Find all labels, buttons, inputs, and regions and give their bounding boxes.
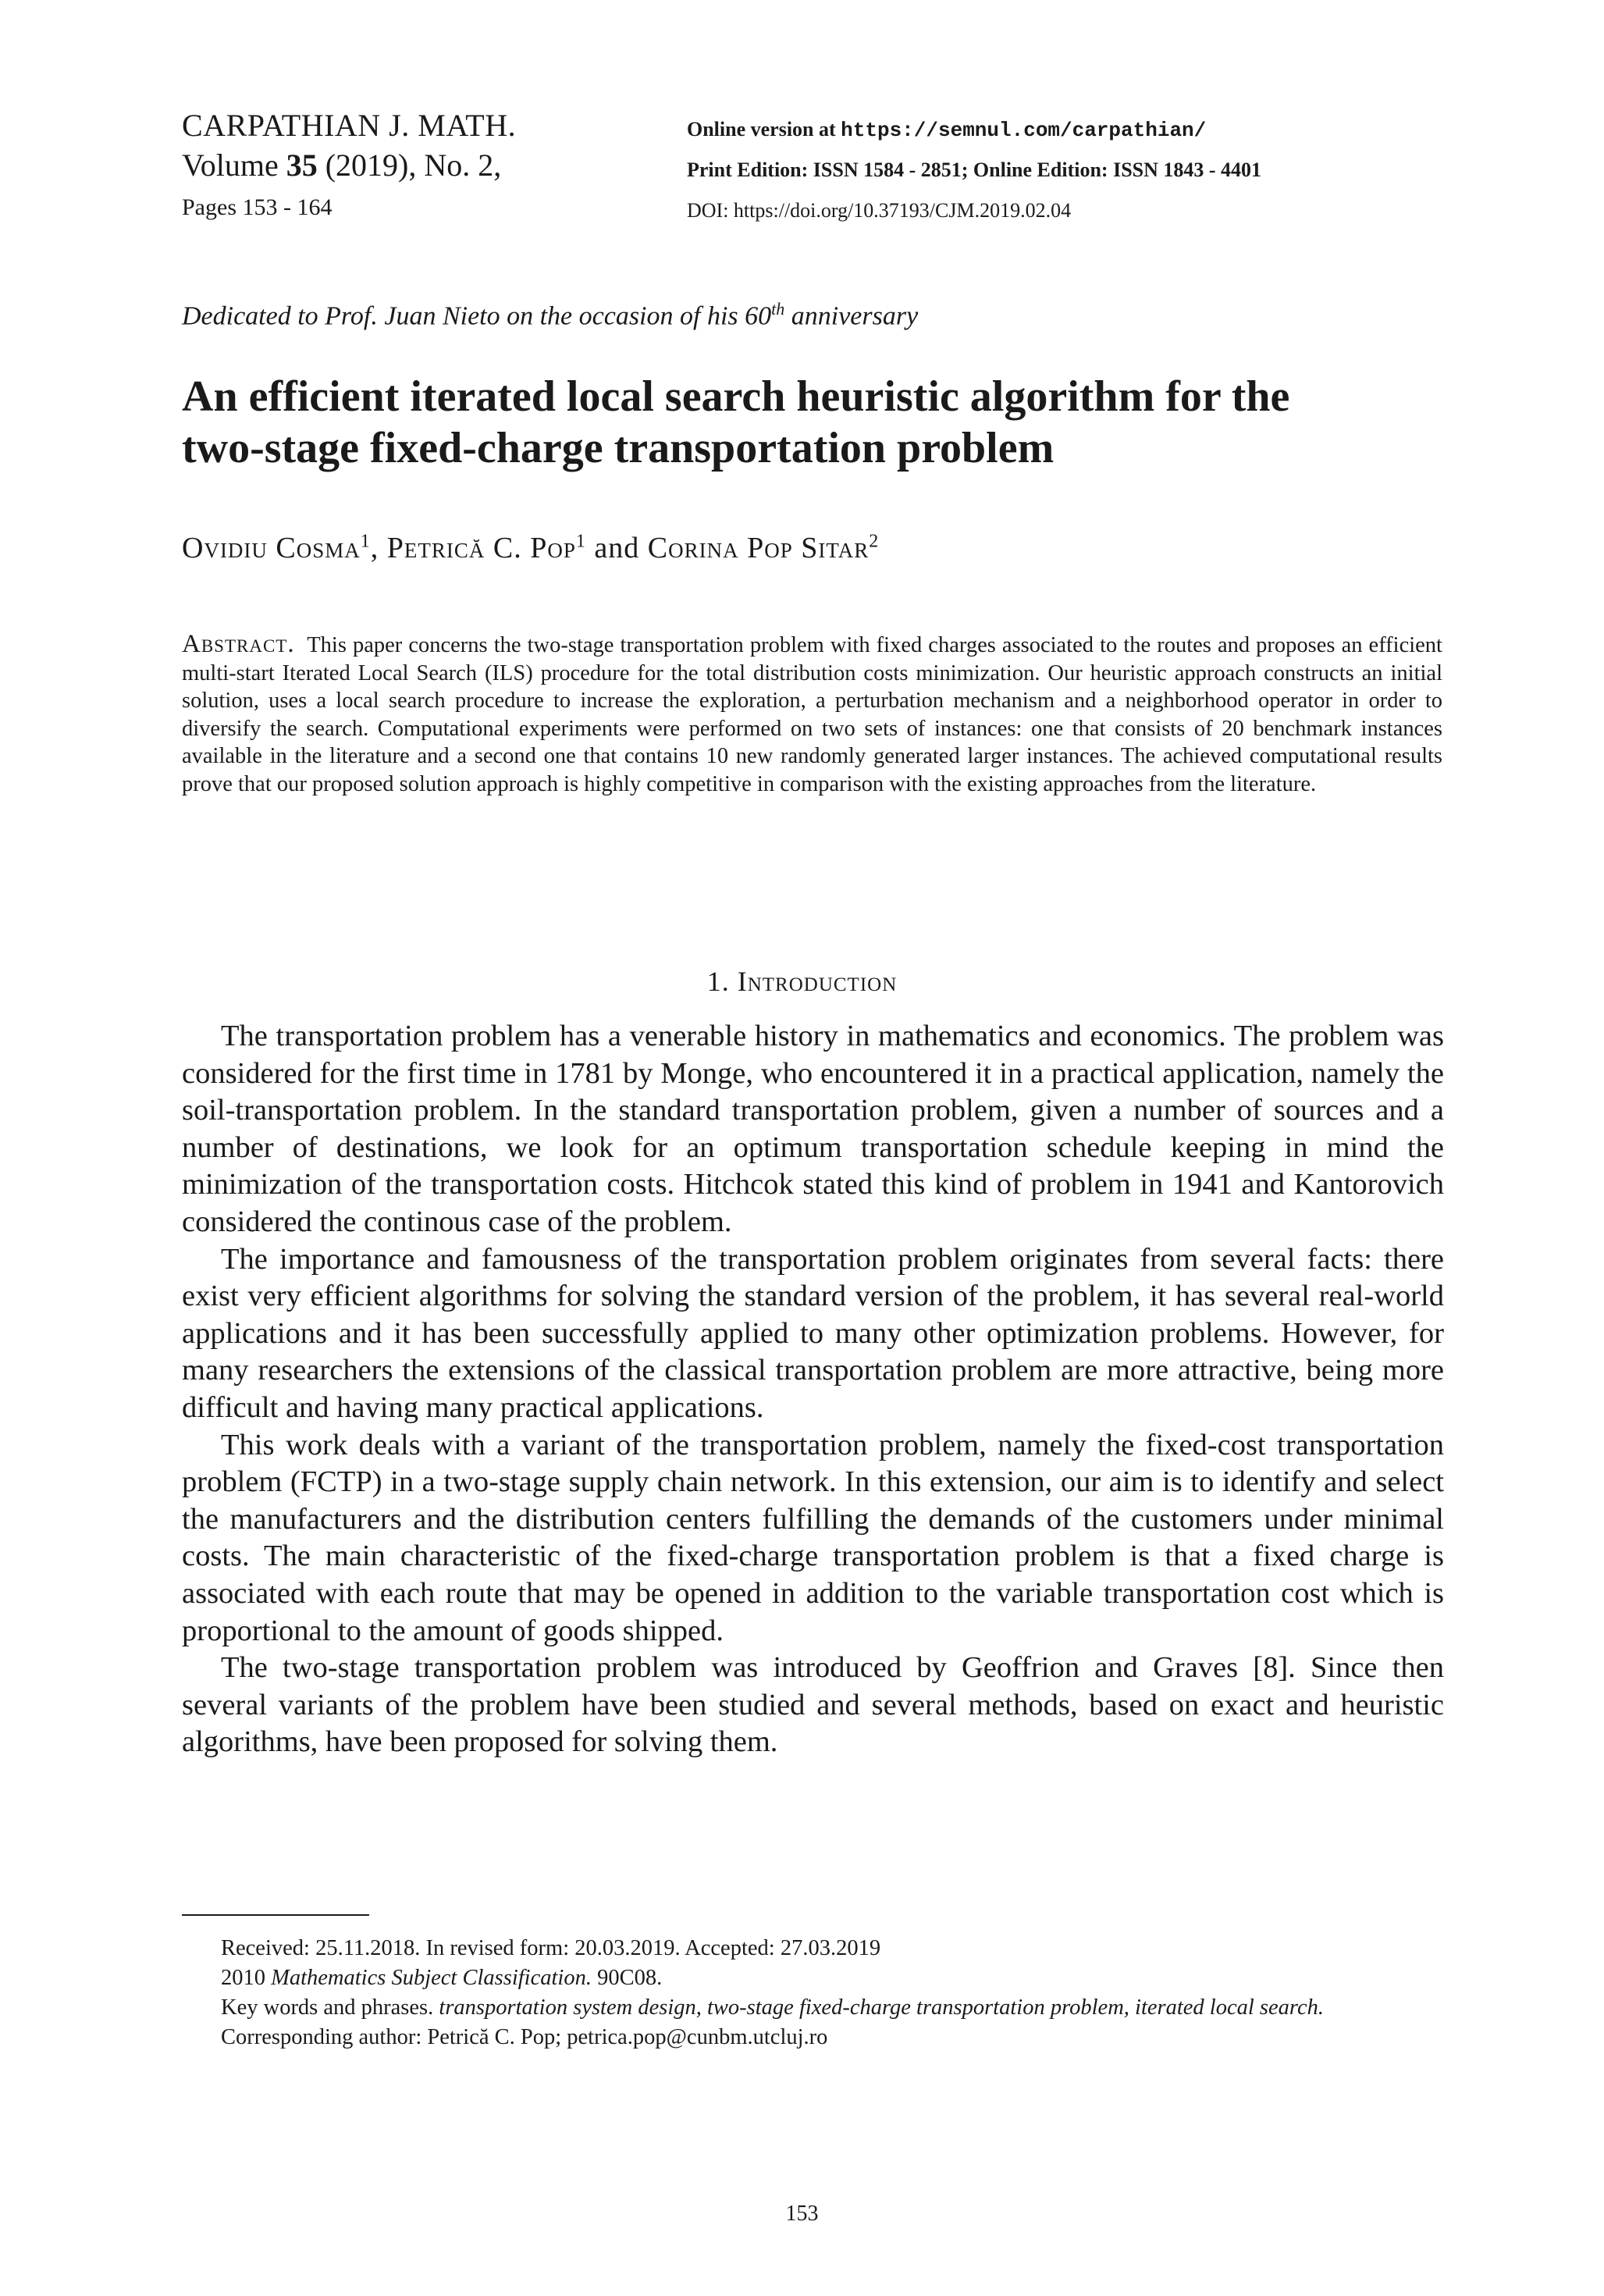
dedication: Dedicated to Prof. Juan Nieto on the occasion of his 60th anniversary [182, 299, 919, 331]
msc-classification: 2010 Mathematics Subject Classification. 90C08. [221, 1966, 663, 1990]
paragraph: The transportation problem has a venerable history in mathematics and economics. The problem was considered for the first time in 1781 by Monge, who encountered it in a practical application, namely the soil-transportation problem. In the standard transportation problem, given a number of sources and a number of destinations, we look for an optimum transportation schedule keeping in mind the minimization of the transportation costs. Hitchcok stated this kind of problem in 1941 and Kantorovich considered the continous case of the problem. [182, 1020, 1444, 1238]
doi-line[interactable]: DOI: https://doi.org/10.37193/CJM.2019.02.04 [687, 199, 1072, 222]
author-3: Corina Pop Sitar [647, 532, 870, 564]
footnotes [182, 1934, 1444, 2052]
footnote-divider [182, 1914, 369, 1916]
title-line-2: two-stage fixed-charge transportation problem [182, 424, 1055, 472]
journal-header [182, 106, 681, 228]
section-heading: 1. Introduction [706, 966, 898, 997]
corresponding-author: Corresponding author: Petrică C. Pop; petrica.pop@cunbm.utcluj.ro [221, 2025, 828, 2049]
pages-range: Pages 153 - 164 [182, 194, 333, 220]
author-1: Ovidiu Cosma [182, 532, 361, 564]
keywords: Key words and phrases. transportation system design, two-stage fixed-charge transportation problem, iterated local search. [221, 1995, 1324, 2020]
journal-url-link[interactable]: https://semnul.com/carpathian/ [841, 119, 1207, 142]
volume-line: Volume 35 (2019), No. 2, [182, 148, 502, 183]
page-number: 153 [785, 2202, 819, 2226]
author-list: Ovidiu Cosma$^1$, Petrică C. Pop$^1$ and Corina Pop Sitar$^2$ [182, 531, 880, 564]
abstract-text: This paper concerns the two-stage transportation problem with fixed charges associated to the routes and proposes an efficient multi-start Iterated Local Search (ILS) procedure for the total distribution costs minimization. Our heuristic approach constructs an initial solution, uses a local search procedure to increase the exploration, a perturbation mechanism and a neighborhood operator in order to diversify the search. Computational experiments were performed on two sets of instances: one that consists of 20 benchmark instances available in the literature and a second one that contains 10 new randomly generated larger instances. The achieved computational results prove that our proposed solution approach is highly competitive in comparison with the existing approaches from the literature. [182, 633, 1442, 796]
title-line-1: An efficient iterated local search heuristic algorithm for the [182, 372, 1290, 421]
issn-line: Print Edition: ISSN 1584 - 2851; Online Edition: ISSN 1843 - 4401 [687, 158, 1262, 181]
abstract [182, 631, 1442, 798]
introduction-body [182, 1018, 1444, 1761]
paper-title [182, 371, 1446, 474]
paragraph: This work deals with a variant of the transportation problem, namely the fixed-cost transportation problem (FCTP) in a two-stage supply chain network. In this extension, our aim is to identify and select the manufacturers and the distribution centers fulfilling the demands of the customers under minimal costs. The main characteristic of the fixed-charge transportation problem is that a fixed charge is associated with each route that may be opened in addition to the variable transportation cost which is proportional to the amount of goods shipped. [182, 1428, 1444, 1647]
paragraph: The two-stage transportation problem was introduced by Geoffrion and Graves [8]. Since then several variants of the problem have been studied and several methods, based on exact and heuristic algorithms, have been proposed for solving them. [182, 1651, 1444, 1759]
online-version-line: Online version at https://semnul.com/carpathian/ [687, 118, 1207, 142]
volume-number: 35 [286, 148, 318, 183]
journal-name: CARPATHIAN J. MATH. [182, 108, 517, 143]
publication-info [687, 109, 1483, 231]
received-dates: Received: 25.11.2018. In revised form: 20.03.2019. Accepted: 27.03.2019 [221, 1936, 881, 1960]
author-2: Petrică C. Pop [386, 532, 576, 564]
paragraph: The importance and famousness of the transportation problem originates from several facts: there exist very efficient algorithms for solving the standard version of the problem, it has several real-world applications and it has been successfully applied to many other optimization problems. However, for many researchers the extensions of the classical transportation problem are more attractive, being more difficult and having many practical applications. [182, 1242, 1444, 1424]
abstract-heading: Abstract. [182, 630, 295, 658]
